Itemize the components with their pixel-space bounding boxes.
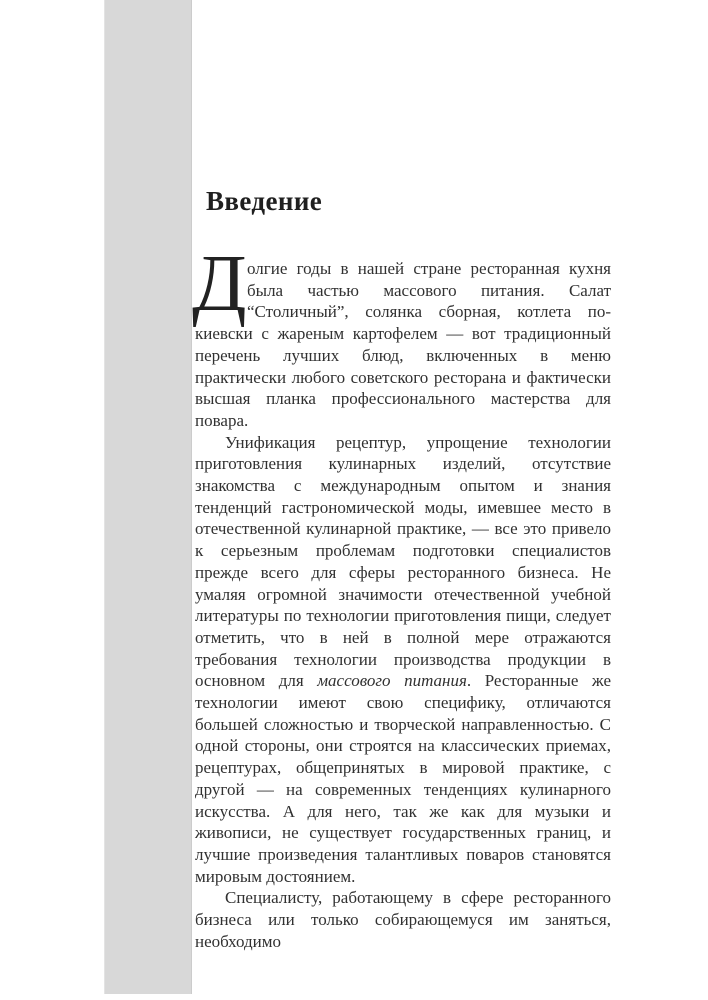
paragraph-unification: [195, 432, 611, 888]
paragraph-specialist: [195, 887, 611, 952]
page-content: [192, 184, 611, 953]
paragraph-intro-text: олгие годы в нашей стране ресторанная кухня была частью массового питания. Салат “Столичный”, солянка сборная, котлета по-киевски с жареным картофелем — вот традиционный перечень лучших блюд, включенных в меню практически любого советского ресторана и фактически высшая планка профессионального мастерства для повара.: [195, 259, 611, 430]
drop-cap: [192, 240, 247, 328]
chapter-title: Введение: [206, 186, 323, 216]
drop-cap-letter: Д: [192, 240, 247, 328]
scan-gutter-strip: [104, 0, 192, 994]
body-text: [192, 240, 611, 953]
italic-phrase-mass-catering: массового питания: [317, 671, 467, 691]
paragraph-specialist-text: Специалисту, работающему в сфере ресторанного бизнеса или только собирающемуся им заняться, необходимо: [195, 888, 611, 951]
paragraph-unification-text-end: . Ресторанные же технологии имеют свою специфику, отличаются большей сложностью и творческой направленностью. С одной стороны, они строятся на классических приемах, рецептурах, общепринятых в мировой практике, с другой — на современных тенденциях кулинарного искусства. А для него, так же как для музыки и живописи, не существует государственных границ, и лучшие произведения талантливых поваров становятся мировым достоянием.: [195, 671, 611, 886]
paragraph-unification-text-start: Унификация рецептур, упрощение технологии приготовления кулинарных изделий, отсутствие знакомства с международным опытом и знания тенденций гастрономической моды, имевшее место в отечественной кулинарной практике, — все это привело к серьезным проблемам подготовки специалистов прежде всего для сферы ресторанного бизнеса. Не умаляя огромной значимости отечественной учебной литературы по технологии приготовления пищи, следует отметить, что в ней в полной мере отражаются требования технологии производства продукции в основном для: [195, 432, 611, 691]
paragraph-intro: [192, 240, 611, 432]
